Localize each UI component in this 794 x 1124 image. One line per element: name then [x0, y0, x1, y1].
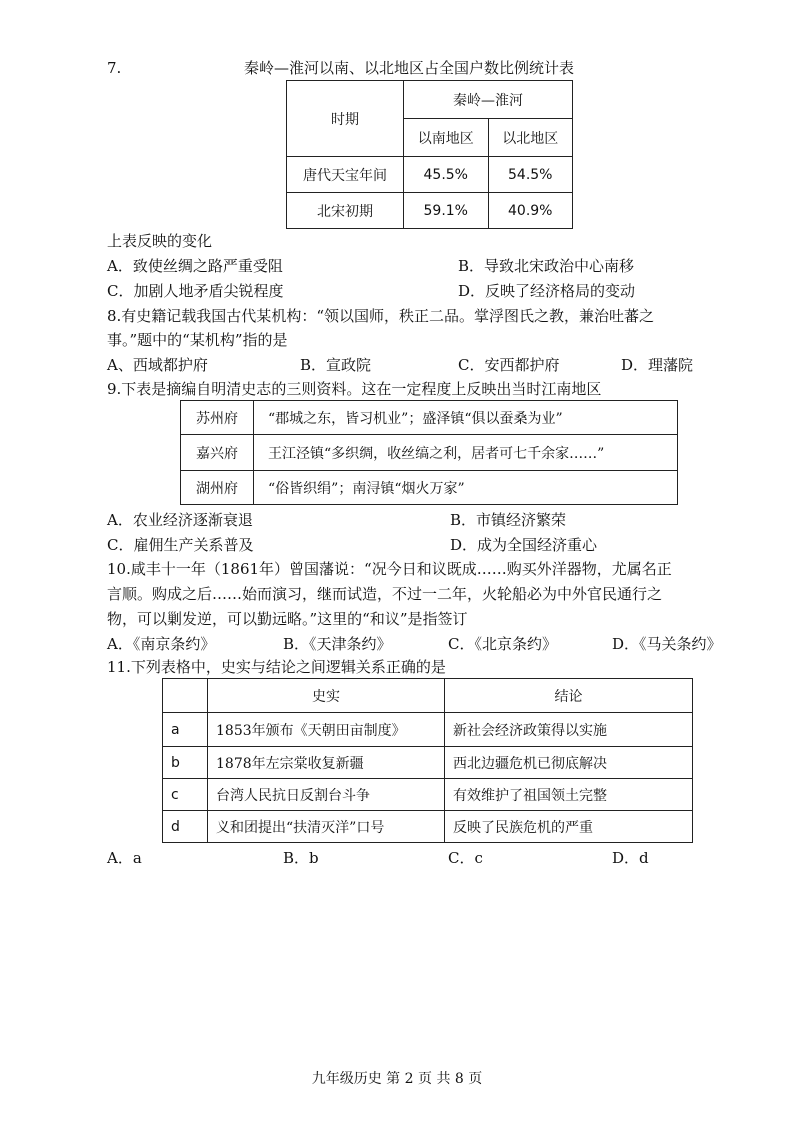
q11-option-b: B．b	[283, 849, 319, 867]
q11-row-label: b	[163, 747, 208, 779]
q11-row-label: d	[163, 811, 208, 843]
q9-option-c: C．雇佣生产关系普及	[107, 536, 254, 554]
q8-option-c: C．安西都护府	[458, 356, 560, 374]
q7-header-group: 秦岭—淮河	[404, 81, 573, 119]
q9-option-d: D．成为全国经济重心	[450, 536, 598, 554]
q10-option-c: C．《北京条约》	[448, 635, 557, 653]
q11-row-conclusion: 有效维护了祖国领土完整	[445, 779, 693, 811]
q7-row-period: 唐代天宝年间	[287, 157, 404, 193]
q11-stem: 11.下列表格中，史实与结论之间逻辑关系正确的是	[107, 658, 446, 676]
q11-option-a: A．a	[107, 849, 142, 867]
q9-table	[180, 400, 678, 505]
q8-line2: 事。”题中的“某机构”指的是	[107, 331, 288, 349]
q7-table	[286, 80, 573, 229]
q7-row-period: 北宋初期	[287, 193, 404, 229]
q11-option-d: D．d	[612, 849, 649, 867]
q8-option-b: B．宣政院	[300, 356, 372, 374]
q11-row-conclusion: 反映了民族危机的严重	[445, 811, 693, 843]
q7-number: 7.	[107, 59, 122, 77]
q9-place: 嘉兴府	[181, 435, 254, 471]
q8-option-a: A、西域都护府	[107, 356, 208, 374]
q9-text: “郡城之东，皆习机业”；盛泽镇“俱以蚕桑为业”	[254, 401, 678, 435]
q10-option-a: A．《南京条约》	[107, 635, 216, 653]
q7-row-north: 40.9%	[488, 193, 573, 229]
q7-option-b: B．导致北宋政治中心南移	[458, 257, 635, 275]
q9-place: 苏州府	[181, 401, 254, 435]
q9-text: “俗皆织绢”；南浔镇“烟火万家”	[254, 471, 678, 505]
q7-option-a: A．致使丝绸之路严重受阻	[107, 257, 283, 275]
q7-option-c: C．加剧人地矛盾尖锐程度	[107, 282, 284, 300]
q10-line3: 物，可以剿发逆，可以勤远略。”这里的“和议”是指签订	[107, 610, 468, 628]
q9-option-a: A．农业经济逐渐衰退	[107, 511, 253, 529]
q11-row-fact: 台湾人民抗日反割台斗争	[208, 779, 445, 811]
q8-option-d: D．理藩院	[621, 356, 694, 374]
q11-header-conclusion: 结论	[445, 679, 693, 713]
q7-col-south: 以南地区	[404, 119, 489, 157]
q7-header-period: 时期	[287, 81, 404, 157]
page-footer: 九年级历史 第 2 页 共 8 页	[311, 1071, 483, 1087]
q7-stem: 上表反映的变化	[107, 232, 213, 250]
q11-row-fact: 1853年颁布《天朝田亩制度》	[208, 713, 445, 747]
q7-row-north: 54.5%	[488, 157, 573, 193]
q11-row-conclusion: 西北边疆危机已彻底解决	[445, 747, 693, 779]
q7-row-south: 59.1%	[404, 193, 489, 229]
q10-line2: 言顺。购成之后……始而演习，继而试造，不过一二年，火轮船必为中外官民通行之	[107, 585, 663, 603]
q7-col-north: 以北地区	[488, 119, 573, 157]
q7-table-title: 秦岭—淮河以南、以北地区占全国户数比例统计表	[244, 59, 575, 77]
q11-option-c: C．c	[448, 849, 483, 867]
q11-header-fact: 史实	[208, 679, 445, 713]
q11-row-fact: 1878年左宗棠收复新疆	[208, 747, 445, 779]
q10-option-b: B．《天津条约》	[283, 635, 392, 653]
q9-option-b: B．市镇经济繁荣	[450, 511, 567, 529]
q10-option-d: D．《马关条约》	[612, 635, 722, 653]
q7-option-d: D．反映了经济格局的变动	[458, 282, 636, 300]
q11-row-conclusion: 新社会经济政策得以实施	[445, 713, 693, 747]
q9-stem: 9.下表是摘编自明清史志的三则资料。这在一定程度上反映出当时江南地区	[107, 380, 602, 398]
q11-table	[162, 678, 693, 843]
q11-row-fact: 义和团提出“扶清灭洋”口号	[208, 811, 445, 843]
q9-place: 湖州府	[181, 471, 254, 505]
q7-row-south: 45.5%	[404, 157, 489, 193]
q11-header-label	[163, 679, 208, 713]
q8-line1: 8.有史籍记载我国古代某机构：“领以国师，秩正二品。掌浮图氏之教，兼治吐蕃之	[107, 307, 654, 325]
q11-row-label: a	[163, 713, 208, 747]
q10-line1: 10.咸丰十一年（1861年）曾国藩说：“况今日和议既成……购买外洋器物，尤属名正	[107, 560, 672, 578]
q9-text: 王江泾镇“多织绸，收丝缟之利，居者可七千余家……”	[254, 435, 678, 471]
q11-row-label: c	[163, 779, 208, 811]
